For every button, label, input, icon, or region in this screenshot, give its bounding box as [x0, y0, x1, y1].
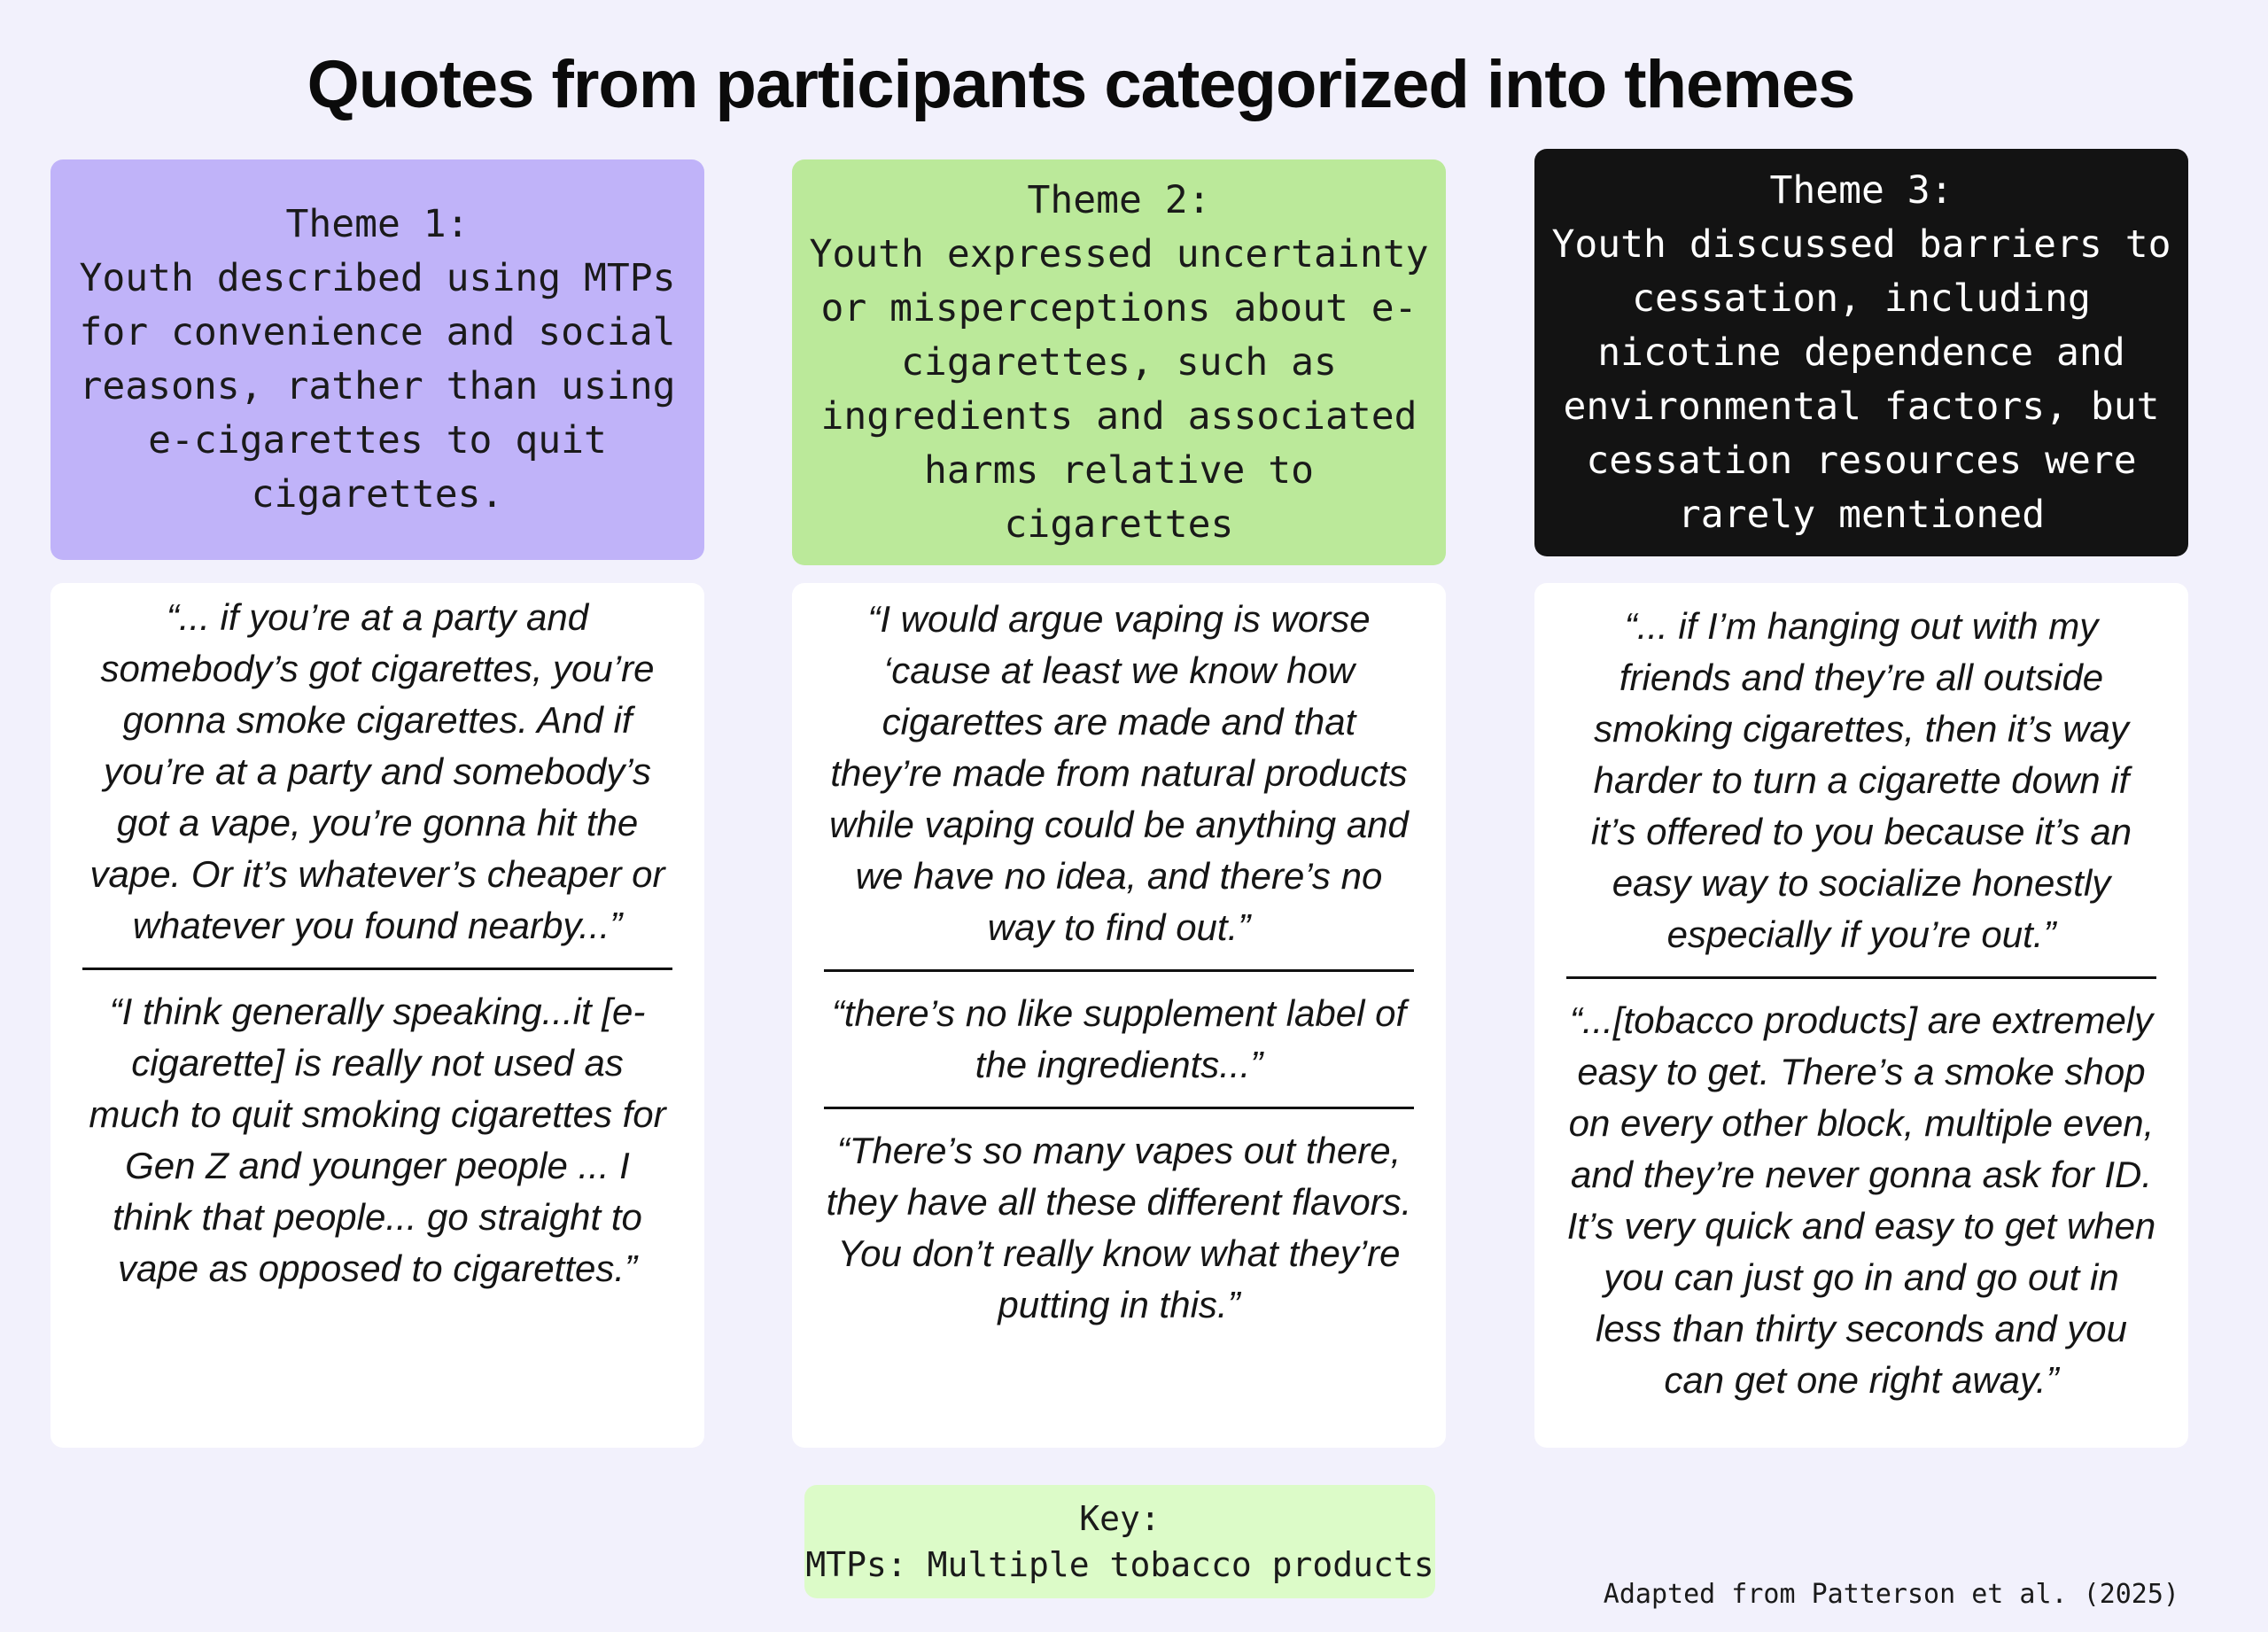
quote-divider: [824, 969, 1414, 972]
theme-2-quote-3: “There’s so many vapes out there, they have all these different flavors. You don’t really know what they’re putting in this.”: [826, 1130, 1412, 1325]
key-entry: MTPs: Multiple tobacco products: [805, 1545, 1434, 1584]
theme-3-quote-2: “...[tobacco products] are extremely easy to get. There’s a smoke shop on every other block, multiple even, and they’re never gonna ask for ID. It’s very quick and easy to get when you can just go in and go out in less than thirty seconds and you can get one right away.”: [1566, 999, 2156, 1401]
theme-1-quote-1: “... if you’re at a party and somebody’s got cigarettes, you’re gonna smoke cigarettes. And if you’re at a party and somebody’s got a vape, you’re gonna hit the vape. Or it’s whatever’s cheaper or whatever you found nearby...”: [89, 596, 665, 946]
page-title: Quotes from participants categorized into themes: [307, 47, 1855, 122]
theme-3-quote-card: [1534, 583, 2188, 1448]
theme-2-quote-1: “I would argue vaping is worse ‘cause at least we know how cigarettes are made and that they’re made from natural products while vaping could be anything and we have no idea, and there’s no way to find out.”: [829, 598, 1409, 948]
theme-2-description: Youth expressed uncertainty or misperceptions about e-cigarettes, such as ingredients and associated harms relative to cigarettes: [809, 231, 1429, 547]
key-box: [804, 1485, 1435, 1598]
theme-3-description: Youth discussed barriers to cessation, including nicotine dependence and environmental factors, but cessation resources were rarely mentioned: [1551, 221, 2171, 537]
theme-1-box: [50, 159, 704, 560]
theme-1-description: Youth described using MTPs for convenience and social reasons, rather than using e-cigarettes to quit cigarettes.: [79, 256, 676, 517]
theme-3-box: [1534, 149, 2188, 556]
theme-2-quote-card: [792, 583, 1446, 1448]
theme-1-quote-card: [50, 583, 704, 1448]
quote-divider: [82, 968, 672, 970]
theme-3-heading: Theme 3:: [1769, 167, 1953, 213]
theme-3-quote-1: “... if I’m hanging out with my friends and they’re all outside smoking cigarettes, then it’s way harder to turn a cigarette down if it’s offered to you because it’s an easy way to socialize honestly especially if you’re out.”: [1590, 605, 2132, 955]
theme-1-quote-2: “I think generally speaking...it [e-cigarette] is really not used as much to quit smoking cigarettes for Gen Z and younger people ... I think that people... go straight to vape as opposed to cigarettes.”: [89, 991, 666, 1289]
theme-2-quote-2: “there’s no like supplement label of the ingredients...”: [831, 992, 1407, 1085]
quote-divider: [1566, 976, 2156, 979]
key-heading: Key:: [1079, 1499, 1161, 1538]
theme-2-heading: Theme 2:: [1027, 177, 1211, 222]
theme-1-heading: Theme 1:: [285, 202, 470, 246]
theme-2-box: [792, 159, 1446, 565]
quote-divider: [824, 1107, 1414, 1109]
citation: Adapted from Patterson et al. (2025): [1603, 1579, 2179, 1610]
